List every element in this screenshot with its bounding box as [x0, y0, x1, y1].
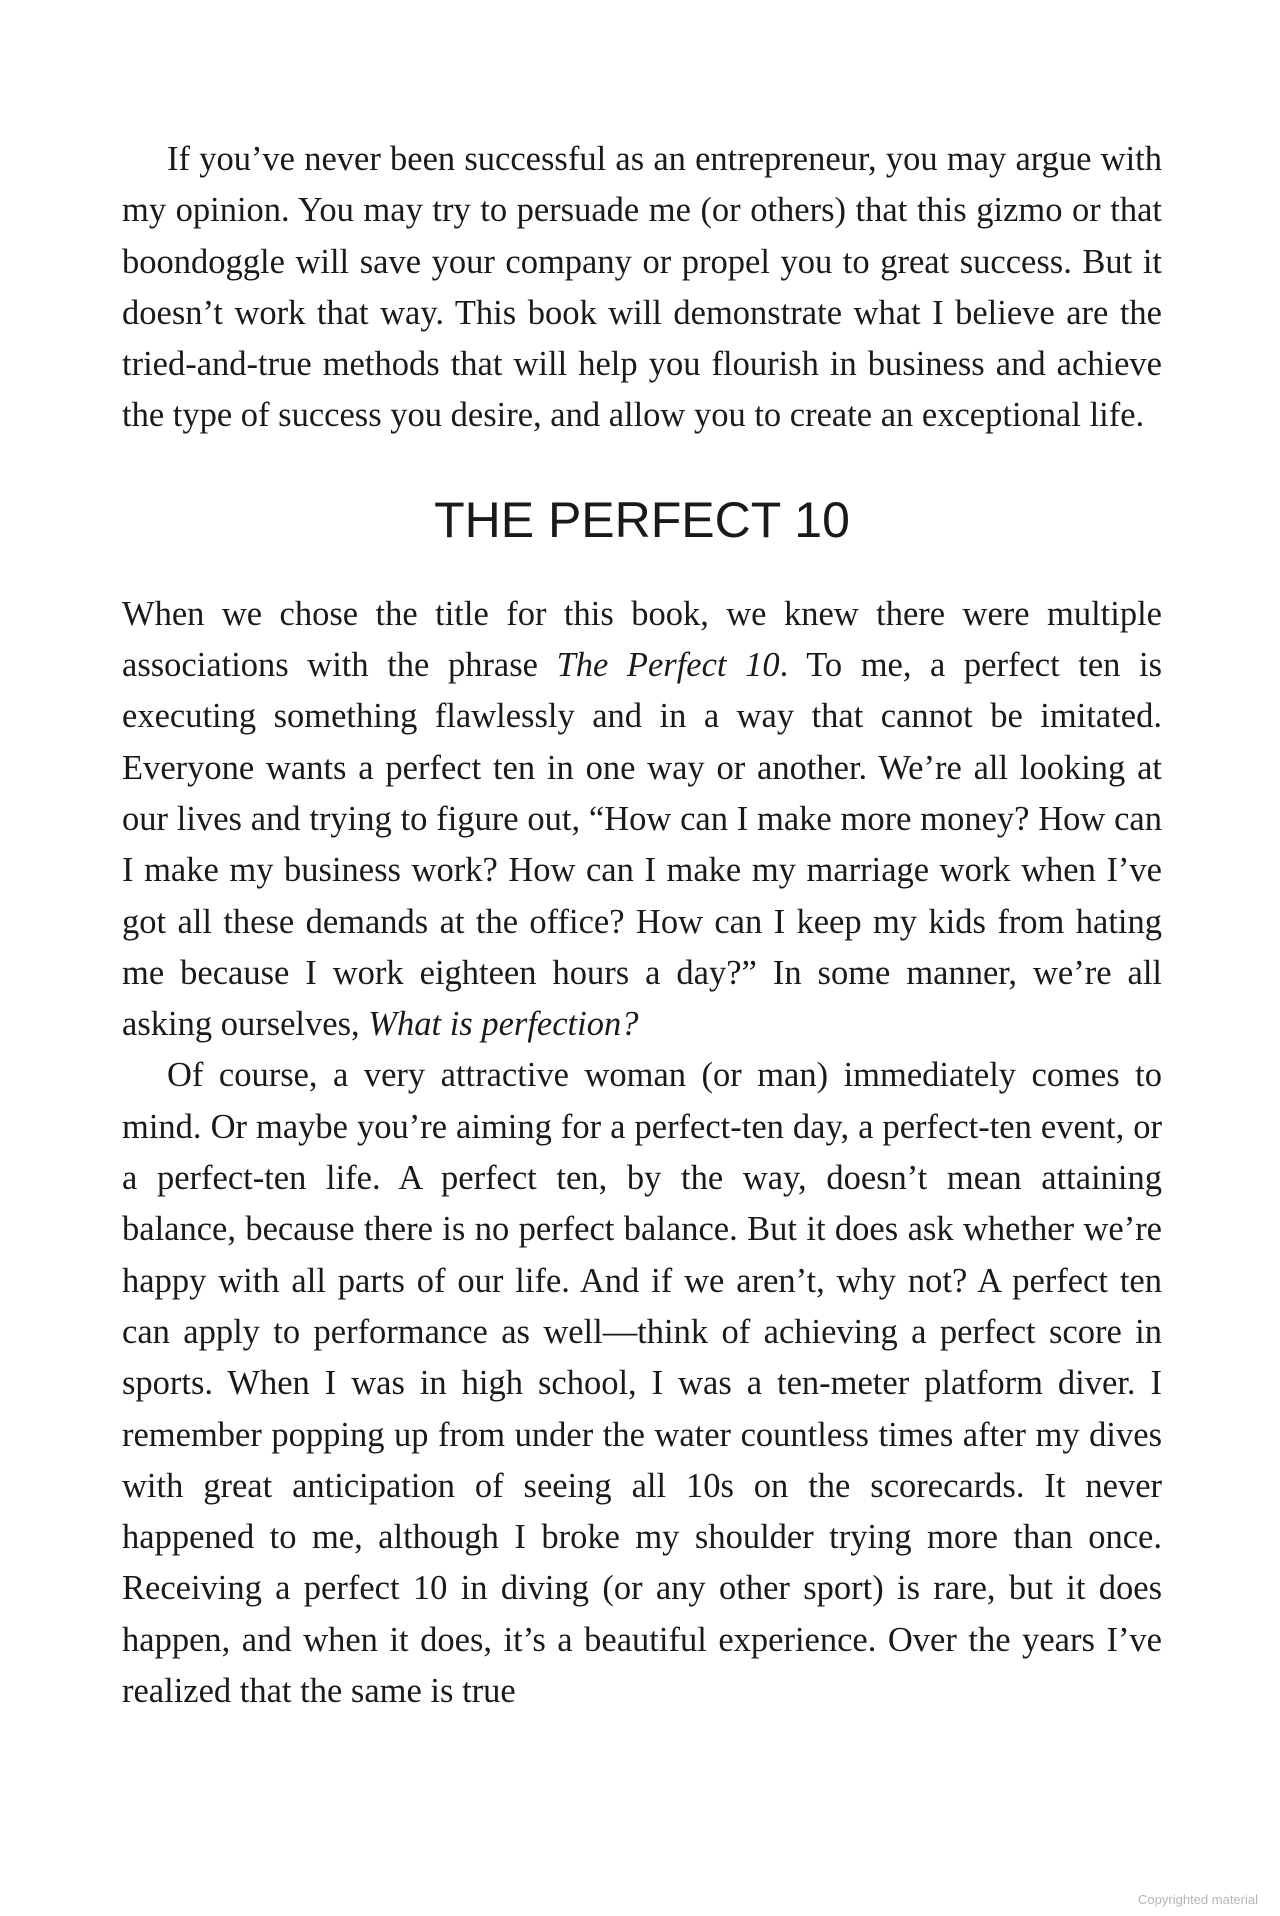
paragraph-2-text-2: . To me, a perfect ten is executing something flawlessly and in a way that cannot be imitated. Everyone wants a perfect ten in one way or another. We’re all looking at our lives and trying to figure out, “How can I make more money? How can I make my business work? How can I make my marriage work when I’ve got all these demands at the office? How can I keep my kids from hating me because I work eighteen hours a day?” In some manner, we’re all asking ourselves,	[122, 646, 1163, 1044]
perfection-question-italic: What is perfection?	[368, 1005, 639, 1044]
paragraph-perfect-ten-title	[122, 589, 1162, 1051]
copyright-watermark: Copyrighted material	[1138, 1892, 1258, 1907]
book-title-italic: The Perfect 10	[556, 646, 780, 685]
paragraph-2-text-1: When we chose the title for this book, we knew there were multiple associations with the phrase	[122, 594, 1162, 685]
section-heading: THE PERFECT 10	[434, 491, 850, 548]
book-page	[122, 134, 1162, 1717]
intro-paragraph: If you’ve never been successful as an entrepreneur, you may argue with my opinion. You may try to persuade me (or others) that this gizmo or that boondoggle will save your company or propel you to great success. But it doesn’t work that way. This book will demonstrate what I believe are the tried-and-true methods that will help you flourish in business and achieve the type of success you desire, and allow you to create an exceptional life.	[122, 140, 1162, 435]
paragraph-diving: Of course, a very attractive woman (or man) immediately comes to mind. Or maybe you’re aiming for a perfect-ten day, a perfect-ten event, or a perfect-ten life. A perfect ten, by the way, doesn’t mean attaining balance, because there is no perfect balance. But it does ask whether we’re happy with all parts of our life. And if we aren’t, why not? A perfect ten can apply to performance as well—think of achieving a perfect score in sports. When I was in high school, I was a ten-meter platform diver. I remember popping up from under the water countless times after my dives with great anticipation of seeing all 10s on the scorecards. It never happened to me, although I broke my shoulder trying more than once. Receiving a perfect 10 in diving (or any other sport) is rare, but it does happen, and when it does, it’s a beautiful experience. Over the years I’ve realized that the same is true	[122, 1056, 1162, 1711]
